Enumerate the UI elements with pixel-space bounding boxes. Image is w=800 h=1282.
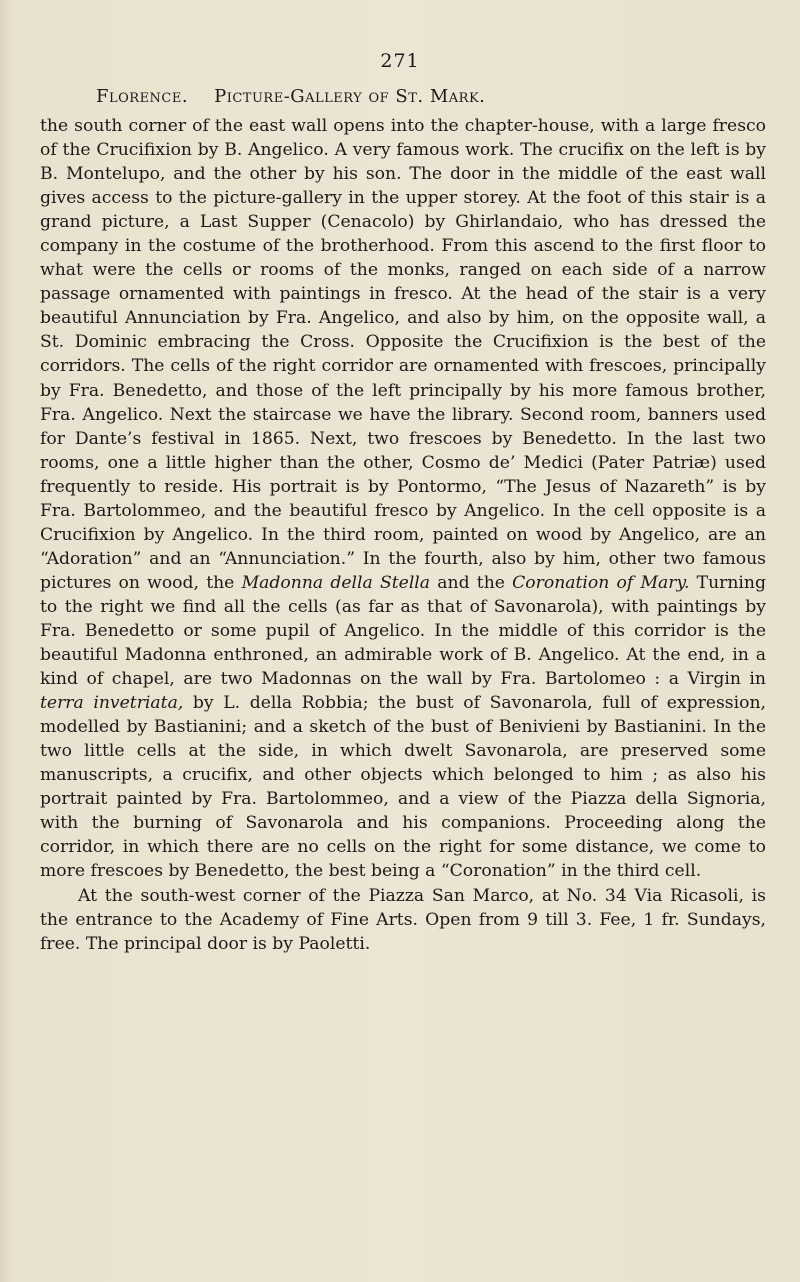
paragraph-text: by L. della Robbia; the bust of Savonarola, full of expression, modelled by Bastianini; and a sketch of the bust of Benivieni by Bastianini. In the two little cells at the side, in which dwelt Savonarola, are preserved some manuscripts, a crucifix, and other objects which belonged to him ; as also his portrait painted by Fra. Bartolommeo, and a view of the Piazza della Signoria, with the burning of Savonarola and his companions. Proceeding along the corridor, in which there are no cells on the right for some distance, we come to more frescoes by Benedetto, the best being a “Coronation” in the third cell.	[40, 693, 766, 882]
body-text	[40, 114, 766, 956]
paragraph	[40, 884, 766, 956]
page-number: 271	[380, 50, 420, 72]
running-head	[96, 86, 756, 107]
paragraph	[40, 114, 766, 884]
italic-text: Madonna della Stella	[241, 572, 431, 593]
paragraph-text: and the	[430, 572, 513, 593]
italic-text: terra invetriata,	[40, 693, 184, 714]
paragraph-text: Turning to the right we find all the cells (as far as that of Savonarola), with paintings by Fra. Benedetto or some pupil of Angelico. In the middle of this corridor is the beautiful Madonna enthroned, an admirable work of B. Angelico. At the end, in a kind of chapel, are two Madonnas on the wall by Fra. Bartolomeo : a Virgin in	[40, 572, 766, 690]
running-head-left: Florence.	[96, 86, 189, 107]
paragraph-text: the south corner of the east wall opens into the chapter-house, with a large fresco of the Crucifixion by B. Angelico. A very famous work. The crucifix on the left is by B. Montelupo, and the other by his son. The door in the middle of the east wall gives access to the picture-gallery in the upper storey. At the foot of this stair is a grand picture, a Last Supper (Cenacolo) by Ghirlandaio, who has dressed the company in the costume of the brotherhood. From this ascend to the first floor to what were the cells or rooms of the monks, ranged on each side of a narrow passage ornamented with paintings in fresco. At the head of the stair is a very beautiful Annunciation by Fra. Angelico, and also by him, on the opposite wall, a St. Dominic embracing the Cross. Opposite the Crucifixion is the best of the corridors. The cells of the right corridor are ornamented with frescoes, principally by Fra. Benedetto, and those of the left principally by his more famous brother, Fra. Angelico. Next the staircase we have the library. Second room, banners used for Dante’s festival in 1865. Next, two frescoes by Benedetto. In the last two rooms, one a little higher than the other, Cosmo de’ Medici (Pater Patriæ) used frequently to reside. His portrait is by Pontormo, “The Jesus of Nazareth” is by Fra. Bartolommeo, and the beautiful fresco by Angelico. In the cell opposite is a Crucifixion by Angelico. In the third room, painted on wood by Angelico, are an “Adoration” and an “Annunciation.” In the fourth, also by him, other two famous pictures on wood, the	[40, 116, 766, 593]
running-head-right: Picture-Gallery of St. Mark.	[214, 86, 486, 107]
italic-text: Coronation of Mary.	[512, 572, 690, 593]
paragraph-text: At the south-west corner of the Piazza San Marco, at No. 34 Via Ricasoli, is the entrance to the Academy of Fine Arts. Open from 9 till 3. Fee, 1 fr. Sundays, free. The principal door is by Paoletti.	[40, 885, 766, 954]
